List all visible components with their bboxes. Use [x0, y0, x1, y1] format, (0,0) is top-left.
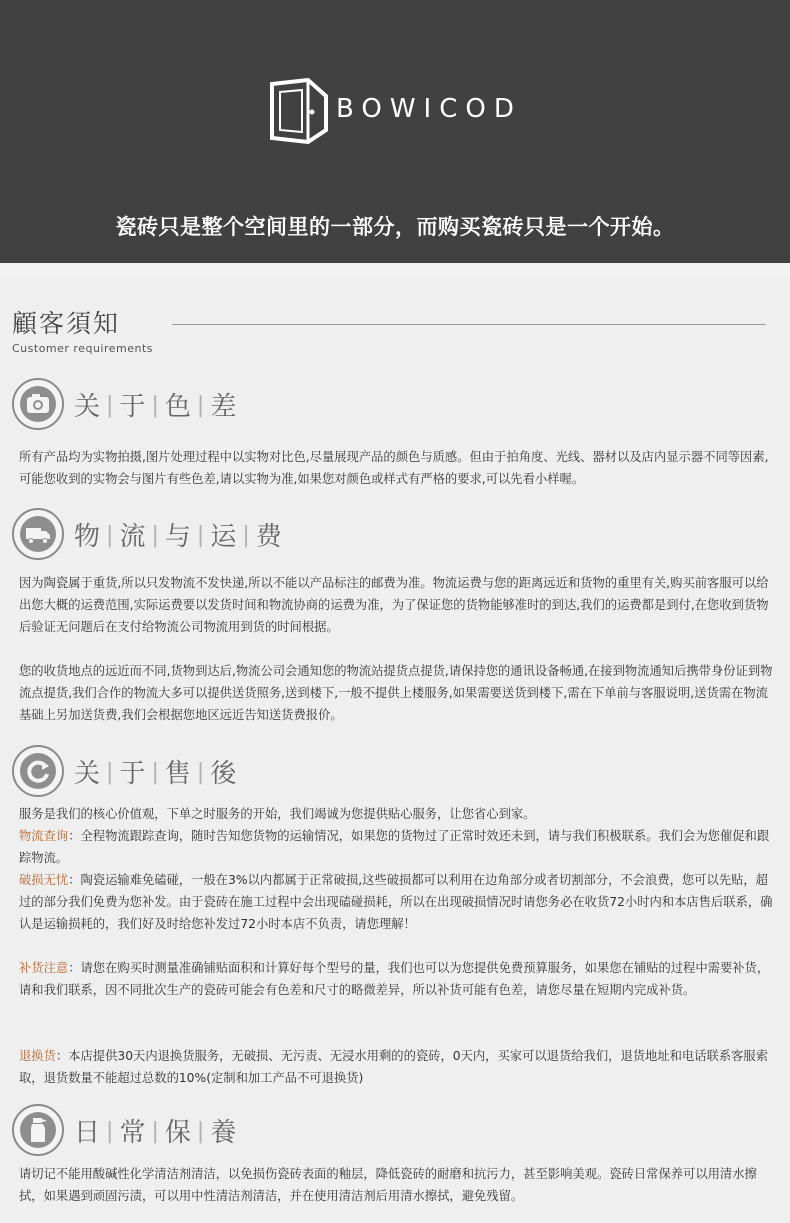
item-label: 补货注意	[19, 961, 69, 975]
brand-name: BOWICOD	[336, 94, 522, 124]
truck-icon	[12, 508, 64, 560]
banner-slogan: 瓷砖只是整个空间里的一部分，而购买瓷砖只是一个开始。	[115, 215, 675, 239]
section-header-color-difference	[12, 378, 412, 430]
item-label: 物流查询	[19, 829, 69, 843]
damage-guarantee-item	[19, 869, 775, 935]
returns-item	[19, 1045, 775, 1089]
section-header-logistics	[12, 508, 412, 560]
customer-notice	[0, 276, 790, 1223]
restock-notice-item	[19, 957, 775, 1001]
logo-door-icon	[268, 78, 328, 144]
item-label: 破损无忧	[19, 873, 69, 887]
spray-bottle-icon	[12, 1104, 64, 1156]
return-icon	[12, 745, 64, 797]
heading-title-en: Customer requirements	[12, 342, 154, 355]
after-sales-intro: 服务是我们的核心价值观，下单之时服务的开始，我们竭诚为您提供贴心服务，让您省心到家。	[19, 807, 536, 821]
item-label: 退换货	[19, 1049, 56, 1063]
section-header-maintenance	[12, 1104, 412, 1156]
section-title-logistics: 物 | 流 | 与 | 运 | 费	[74, 522, 284, 552]
logistics-text-1: 因为陶瓷属于重货,所以只发物流不发快递,所以不能以产品标注的邮费为准。物流运费与您的距离远近和货物的重里有关,购买前客服可以给出您大概的运费范围,实际运费要以发货时间和物流协商的运费为准，为了保证您的货物能够准时的到达,我们的运费都是到付,在您收到货物后验证无问题后在支付给物流公司物流用到货的时间根据。	[19, 576, 769, 634]
item-text: ：陶瓷运输难免磕碰，一般在3%以内都属于正常破损,这些破损都可以利用在边角部分或者切割部分，不会浪费，您可以先贴，超过的部分我们免费为您补发。由于瓷砖在施工过程中会出现磕碰损耗，所以在出现破损情况时请您务必在收货72小时内和本店售后联系，确认是运输损耗的，我们好及时给您补发过72小时本店不负责，请您理解！	[19, 873, 773, 931]
section-title-color-difference: 关 | 于 | 色 | 差	[74, 392, 239, 422]
color-difference-text: 所有产品均为实物拍摄,图片处理过程中以实物对比色,尽量展现产品的颜色与质感。但由于拍角度、光线、器材以及店内显示器不同等因素,可能您收到的实物会与图片有些色差,请以实物为准,如果您对颜色或样式有严格的要求,可以先看小样喔。	[19, 450, 769, 486]
section-title-after-sales: 关 | 于 | 售 | 後	[74, 759, 239, 789]
section-title-maintenance: 日 | 常 | 保 | 養	[74, 1118, 239, 1148]
camera-icon	[12, 378, 64, 430]
heading-title-cn: 顧客須知	[12, 309, 121, 338]
item-text: ：请您在购买时测量准确铺贴面积和计算好每个型号的量，我们也可以为您提供免费预算服务，如果您在铺贴的过程中需要补货，请和我们联系，因不同批次生产的瓷砖可能会有色差和尺寸的略微差异，所以补货可能有色差，请您尽量在短期内完成补货。	[19, 961, 770, 997]
notice-heading	[12, 304, 153, 355]
logistics-text-2: 您的收货地点的远近而不同,货物到达后,物流公司会通知您的物流站提货点提货,请保持您的通讯设备畅通,在接到物流通知后携带身份证到物流点提货,我们合作的物流大多可以提供送货照务,送到楼下,一般不提供上楼服务,如果需要送货到楼下,需在下单前与客服说明,送货需在物流基础上另加送货费,我们会根据您地区远近告知送货费报价。	[19, 664, 773, 722]
top-banner	[0, 0, 790, 263]
maintenance-text: 请切记不能用酸碱性化学清洁剂清洁，以免损伤瓷砖表面的釉层，降低瓷砖的耐磨和抗污力，甚至影响美观。瓷砖日常保养可以用清水擦拭，如果遇到顽固污渍，可以用中性清洁剂清洁，并在使用清洁剂后用清水擦拭，避免残留。	[19, 1167, 757, 1203]
brand-logo	[268, 78, 568, 144]
logistics-tracking-item	[19, 825, 775, 869]
heading-divider	[172, 324, 766, 325]
item-text: ：本店提供30天内退换货服务，无破损、无污责、无浸水用剩的的瓷砖，0天内，买家可以退货给我们，退货地址和电话联系客服索取，退货数量不能超过总数的10%(定制和加工产品不可退换货)	[19, 1049, 769, 1085]
section-header-after-sales	[12, 745, 412, 797]
item-text: ：全程物流跟踪查询，随时告知您货物的运输情况，如果您的货物过了正常时效还未到，请与我们积极联系。我们会为您催促和跟踪物流。	[19, 829, 770, 865]
